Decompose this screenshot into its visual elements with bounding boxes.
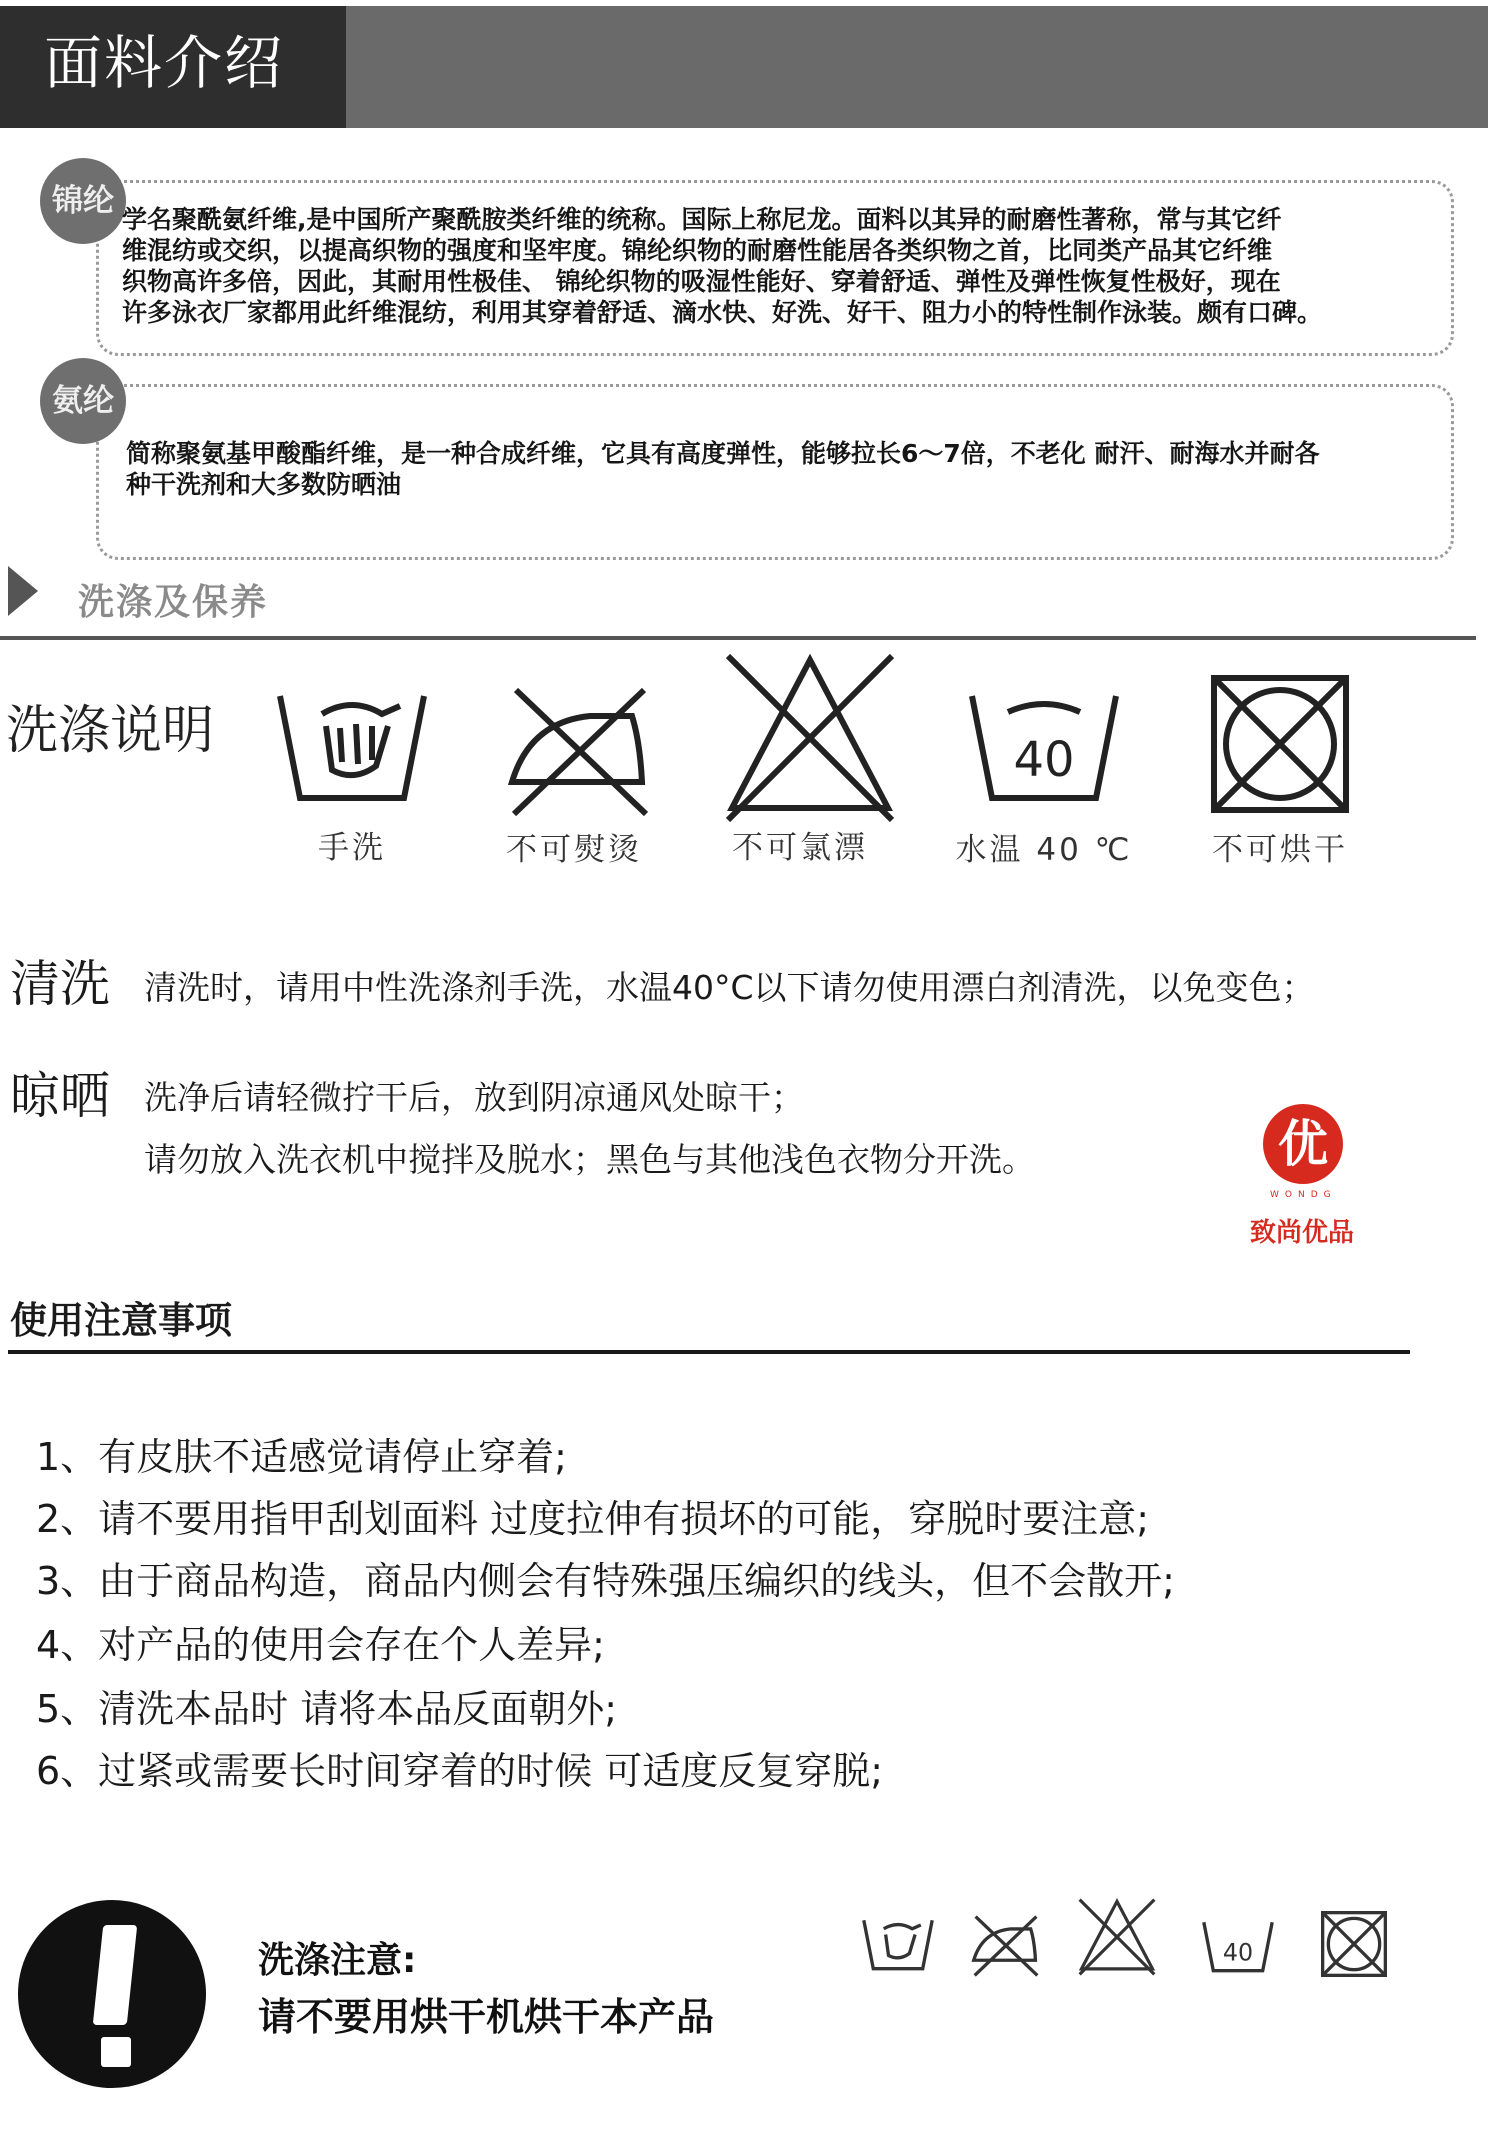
usage-item: 1、有皮肤不适感觉请停止穿着; [36, 1435, 567, 1479]
usage-notes-title: 使用注意事项 [10, 1299, 232, 1342]
divider [0, 636, 1476, 640]
no-tumble-dry-icon [1316, 1906, 1392, 1982]
warning-text: 请不要用烘干机烘干本产品 [258, 1995, 715, 2039]
no-bleach-label: 不可氯漂 [732, 830, 868, 866]
wash-40-icon [1200, 1908, 1276, 1984]
brand-logo: 优 [1263, 1104, 1343, 1184]
no-iron-label: 不可熨烫 [506, 832, 642, 868]
drying-text-2: 请勿放入洗衣机中搅拌及脱水；黑色与其他浅色衣物分开洗。 [144, 1140, 1035, 1179]
fabric-desc-line: 织物高许多倍，因此，其耐用性极佳、 锦纶织物的吸湿性能好、穿着舒适、弹性及弹性恢复性极好，现在 [122, 267, 1281, 296]
exclamation-dot [101, 2037, 131, 2067]
usage-item: 2、请不要用指甲刮划面料 过度拉伸有损坏的可能，穿脱时要注意; [36, 1497, 1150, 1541]
fabric-desc-line: 种干洗剂和大多数防晒油 [126, 470, 402, 499]
header-bar-grey [346, 6, 1488, 128]
wash-care-title: 洗涤及保养 [78, 582, 269, 623]
fabric-desc-nylon [122, 204, 1442, 328]
cleaning-heading: 清洗 [10, 955, 110, 1013]
svg-text:40: 40 [1222, 1938, 1254, 1967]
no-bleach-icon [1076, 1896, 1158, 1978]
usage-item: 3、由于商品构造，商品内侧会有特殊强压编织的线头，但不会散开; [36, 1559, 1175, 1603]
hand-wash-icon [272, 666, 432, 826]
hand-wash-icon [860, 1906, 936, 1982]
divider [8, 1350, 1410, 1354]
wash-40-icon [964, 666, 1124, 826]
brand-logo-sub: WONDG [1270, 1190, 1337, 1200]
usage-item: 5、清洗本品时 请将本品反面朝外; [36, 1687, 618, 1731]
fabric-desc-line: 许多泳衣厂家都用此纤维混纺，利用其穿着舒适、滴水快、好洗、好干、阻力小的特性制作泳装。颇有口碑。 [122, 298, 1323, 327]
fabric-desc-line: 学名聚酰氨纤维,是中国所产聚酰胺类纤维的统称。国际上称尼龙。面料以其异的耐磨性著称，常与其它纤 [122, 205, 1282, 234]
wash-40-label: 水温 40 ℃ [955, 832, 1133, 868]
hand-wash-label: 手洗 [318, 830, 386, 866]
usage-item: 4、对产品的使用会存在个人差异; [36, 1623, 605, 1667]
brand-name: 致尚优品 [1250, 1218, 1355, 1248]
no-tumble-dry-icon [1200, 664, 1360, 824]
no-iron-icon [968, 1908, 1044, 1984]
no-tumble-dry-label: 不可烘干 [1212, 832, 1348, 868]
fabric-desc-line: 维混纺或交织，以提高织物的强度和坚牢度。锦纶织物的耐磨性能居各类织物之首，比同类产品其它纤维 [122, 236, 1273, 265]
fabric-desc-spandex [126, 438, 1446, 500]
drying-text-1: 洗净后请轻微拧干后，放到阴凉通风处晾干； [144, 1078, 804, 1117]
no-bleach-icon [720, 648, 900, 828]
page-title: 面料介绍 [44, 29, 285, 97]
no-iron-icon [500, 672, 660, 832]
fabric-badge-nylon: 锦纶 [40, 158, 126, 244]
warning-title: 洗涤注意: [258, 1940, 417, 1981]
drying-heading: 晾晒 [10, 1067, 110, 1125]
fabric-desc-line: 简称聚氨基甲酸酯纤维，是一种合成纤维，它具有高度弹性，能够拉长6～7倍，不老化 耐汗、耐海水并耐各 [126, 439, 1320, 468]
usage-item: 6、过紧或需要长时间穿着的时候 可适度反复穿脱; [36, 1749, 884, 1793]
play-arrow-icon [8, 566, 38, 616]
wash-instructions-heading: 洗涤说明 [6, 701, 215, 761]
cleaning-text: 清洗时，请用中性洗涤剂手洗，水温40°C以下请勿使用漂白剂清洗，以免变色； [144, 968, 1315, 1007]
svg-text:40: 40 [1013, 732, 1075, 788]
fabric-badge-spandex: 氨纶 [40, 358, 126, 444]
